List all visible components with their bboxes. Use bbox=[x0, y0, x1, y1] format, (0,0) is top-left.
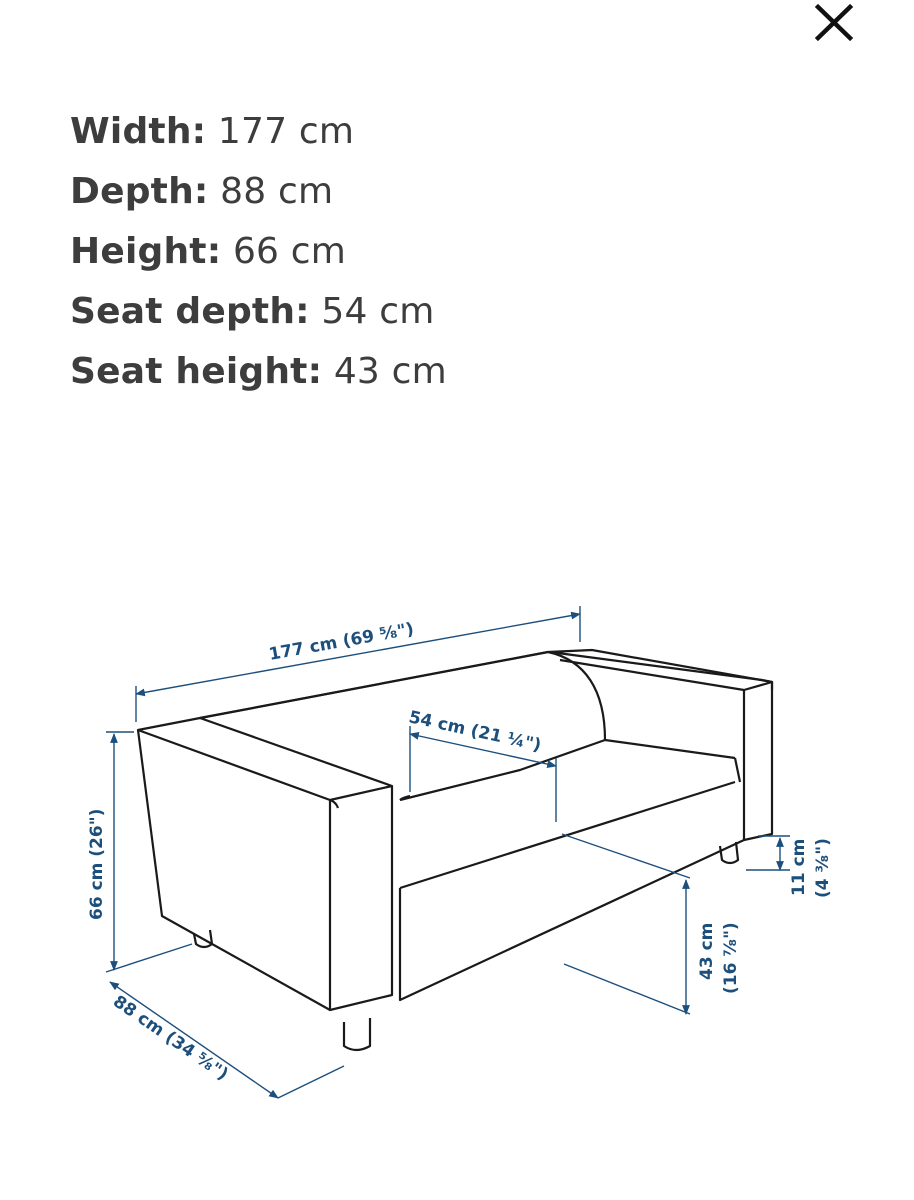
sofa-dimension-diagram bbox=[0, 560, 914, 1160]
spec-height bbox=[70, 222, 447, 282]
spec-value: 177 cm bbox=[206, 111, 355, 152]
depth-dimension-label: 88 cm (34 ⁵⁄₈") bbox=[109, 991, 232, 1085]
spec-label: Width: bbox=[70, 111, 207, 152]
dimensions-list bbox=[70, 102, 447, 402]
seat-height-dimension-label: 43 cm bbox=[697, 922, 717, 980]
spec-value: 66 cm bbox=[221, 231, 347, 272]
spec-value: 88 cm bbox=[208, 171, 334, 212]
leg-height-dimension-label: 11 cm bbox=[789, 838, 809, 896]
close-icon bbox=[808, 0, 860, 46]
spec-label: Seat height: bbox=[70, 351, 323, 392]
width-dimension-label: 177 cm (69 ⁵⁄₈") bbox=[267, 619, 416, 665]
height-dimension-label: 66 cm (26") bbox=[87, 808, 107, 920]
spec-width bbox=[70, 102, 447, 162]
spec-value: 43 cm bbox=[322, 351, 447, 392]
sofa-outline bbox=[138, 650, 772, 1050]
spec-value: 54 cm bbox=[309, 291, 435, 332]
spec-label: Height: bbox=[70, 231, 222, 272]
close-button[interactable] bbox=[808, 0, 860, 46]
leg-height-dimension-label-inch: (4 ³⁄₈") bbox=[813, 838, 833, 898]
seat-depth-dimension-label: 54 cm (21 ¼") bbox=[406, 707, 543, 756]
spec-seat-height bbox=[70, 342, 447, 402]
spec-depth bbox=[70, 162, 447, 222]
spec-seat-depth bbox=[70, 282, 447, 342]
spec-label: Seat depth: bbox=[70, 291, 310, 332]
spec-label: Depth: bbox=[70, 171, 209, 212]
seat-height-dimension-label-inch: (16 ⁷⁄₈") bbox=[721, 922, 741, 994]
